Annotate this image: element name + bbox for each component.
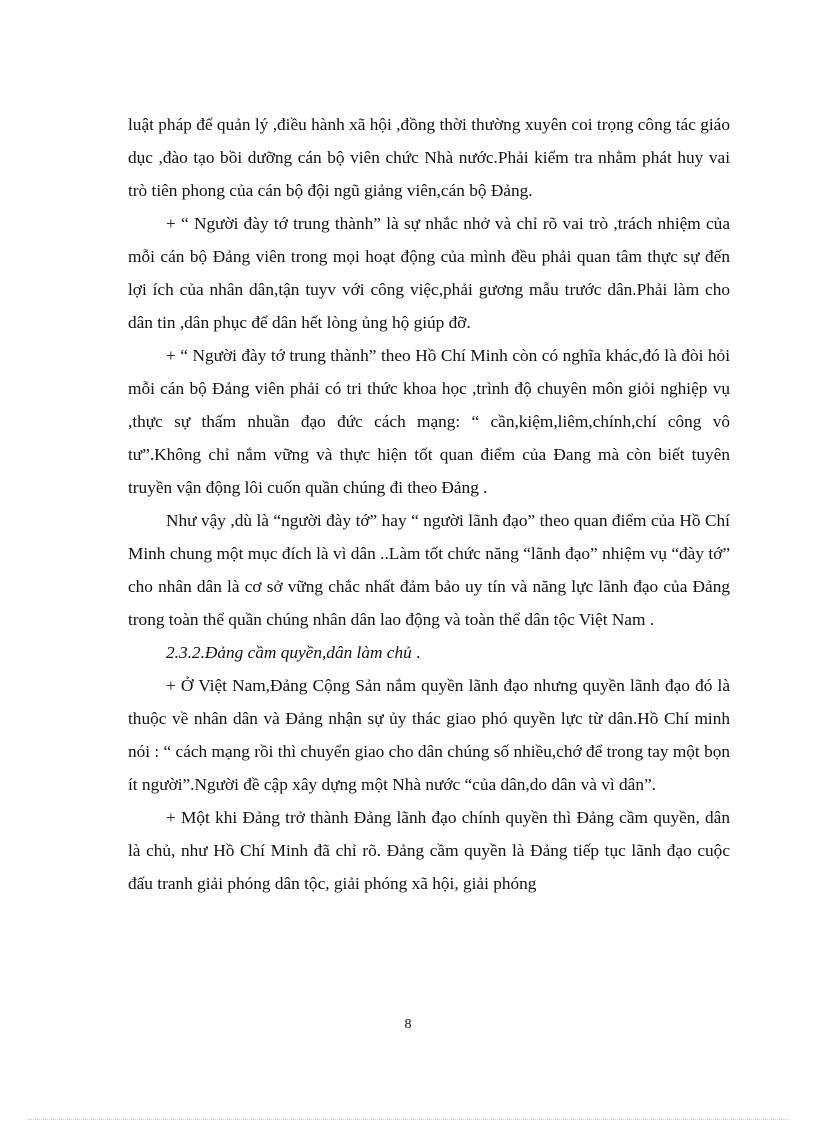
paragraph-continuation: luật pháp để quản lý ,điều hành xã hội ,đồng thời thường xuyên coi trọng công tác giáo dục ,đào tạo bồi dưỡng cán bộ viên chức Nhà nước.Phải kiểm tra nhằm phát huy vai trò tiên phong của cán bộ đội ngũ giảng viên,cán bộ Đảng. (128, 115, 730, 200)
page-number: 8 (404, 1017, 412, 1032)
section-heading-suffix: . (411, 643, 421, 662)
page-body (128, 108, 730, 900)
page-bottom-border (28, 1119, 788, 1120)
paragraph-party-in-power: + Một khi Đảng trở thành Đảng lãnh đạo chính quyền thì Đảng cầm quyền, dân là chủ, như Hồ Chí Minh đã chỉ rõ. Đảng cầm quyền là Đảng tiếp tục lãnh đạo cuộc đấu tranh giải phóng dân tộc, giải phóng xã hội, giải phóng (128, 808, 730, 893)
section-heading (128, 636, 730, 669)
paragraph-faithful-servant-meaning: + “ Người đày tớ trung thành” theo Hồ Chí Minh còn có nghĩa khác,đó là đòi hỏi mỗi cán bộ Đảng viên phải có tri thức khoa học ,trình độ chuyên môn giỏi nghiệp vụ ,thực sự thấm nhuần đạo đức cách mạng: “ cần,kiệm,liêm,chính,chí công vô tư”.Không chỉ nắm vững và thực hiện tốt quan điểm của Đang mà còn biết tuyên truyền vận động lôi cuốn quần chúng đi theo Đảng . (128, 346, 730, 497)
paragraph-party-leadership: + Ở Việt Nam,Đảng Cộng Sản nắm quyền lãnh đạo nhưng quyền lãnh đạo đó là thuộc về nhân dân và Đảng nhận sự ủy thác giao phó quyền lực từ dân.Hồ Chí minh nói : “ cách mạng rồi thì chuyển giao cho dân chúng số nhiều,chớ để trong tay một bọn ít người”.Người đề cập xây dựng một Nhà nước “của dân,do dân và vì dân”. (128, 676, 730, 794)
section-heading-text: 2.3.2.Đảng cầm quyền,dân làm chủ (166, 643, 412, 662)
paragraph-faithful-servant-role: + “ Người đày tớ trung thành” là sự nhắc nhở và chỉ rõ vai trò ,trách nhiệm của mỗi cán bộ Đảng viên trong mọi hoạt động của mình đều phải quan tâm thực sự đến lợi ích của nhân dân,tận tuyv với công việc,phải gương mẫu trước dân.Phải làm cho dân tin ,dân phục để dân hết lòng ủng hộ giúp đỡ. (128, 214, 730, 332)
paragraph-summary: Như vậy ,dù là “người đày tớ” hay “ người lãnh đạo” theo quan điểm của Hồ Chí Minh chung một mục đích là vì dân ..Làm tốt chức năng “lãnh đạo” nhiệm vụ “đày tớ” cho nhân dân là cơ sở vững chắc nhất đảm bảo uy tín và năng lực lãnh đạo của Đảng trong toàn thể quần chúng nhân dân lao động và toàn thể dân tộc Việt Nam . (128, 511, 730, 629)
